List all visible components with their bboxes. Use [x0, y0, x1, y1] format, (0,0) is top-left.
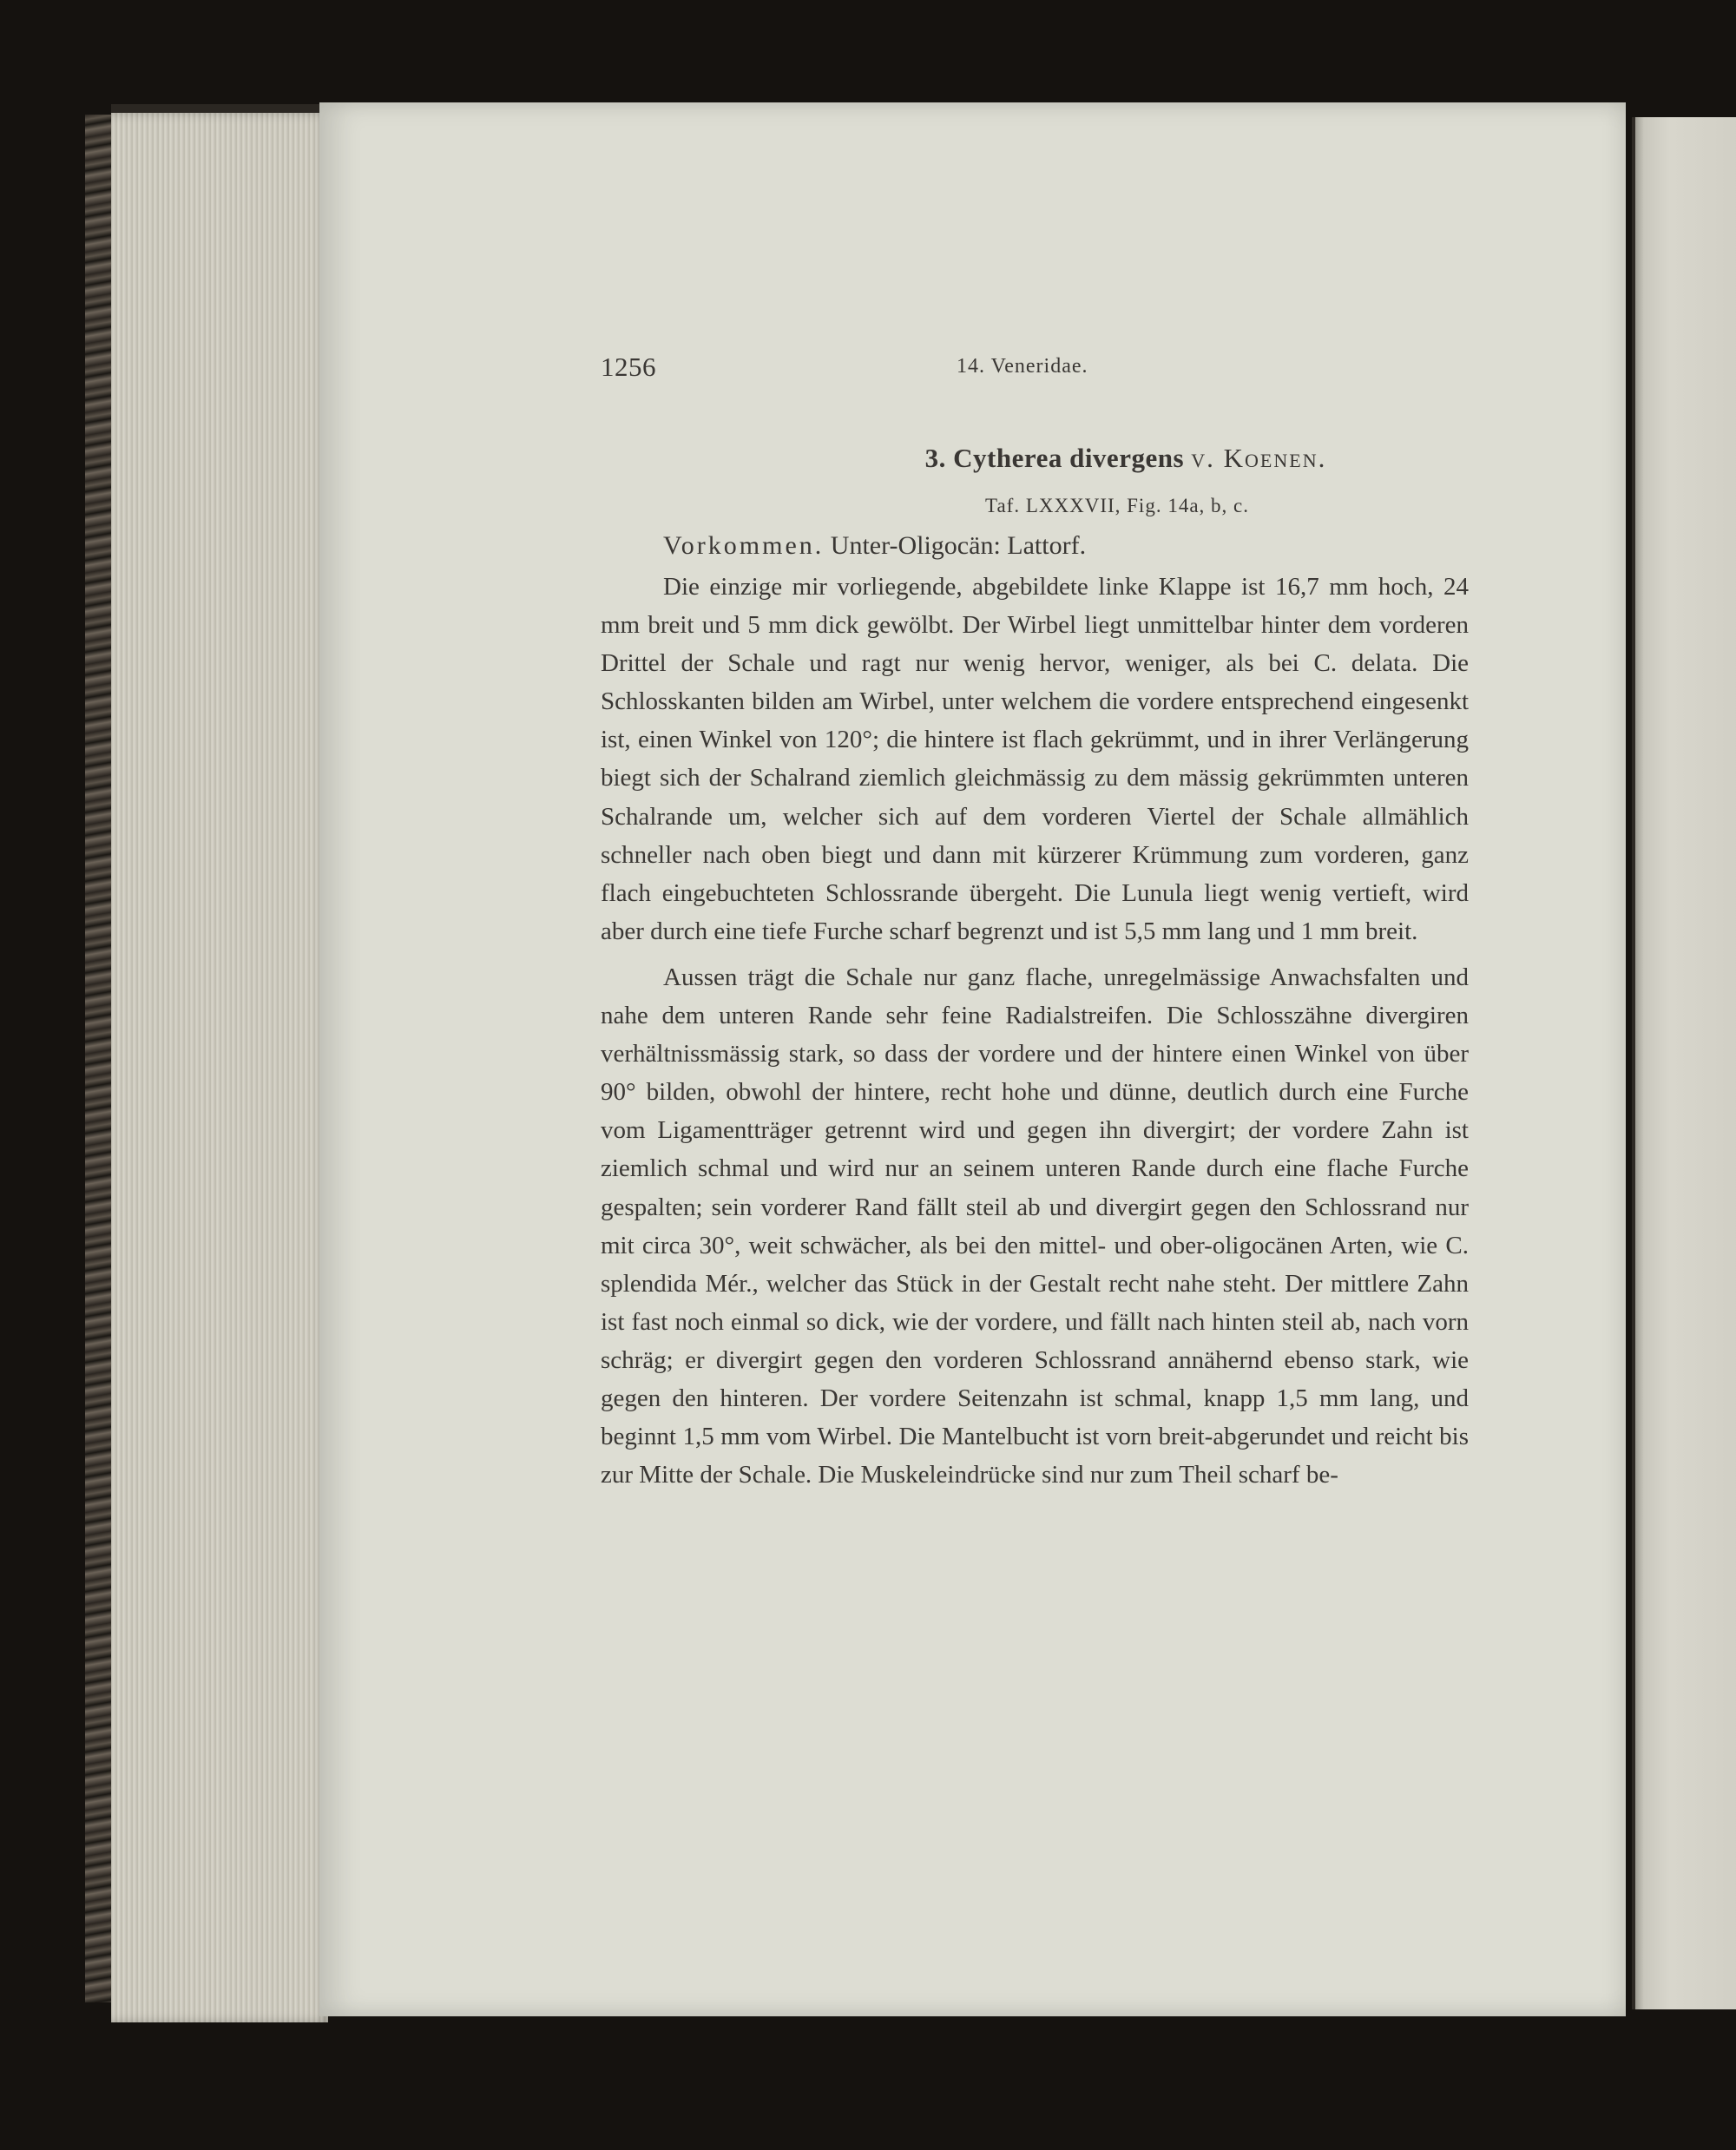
description-paragraph: Die einzige mir vorliegende, abgebildete linke Klappe ist 16,7 mm hoch, 24 mm breit und 5 mm dick gewölbt. Der Wirbel liegt unmittelbar hinter dem vorderen Drittel der Schale und ragt nur wenig hervor, weniger, als bei C. delata. Die Schlosskanten bilden am Wirbel, unter welchem die vordere entsprechend eingesenkt ist, einen Winkel von 120°; die hintere ist flach gekrümmt, und in ihrer Verlängerung biegt sich der Schalrand ziemlich gleichmässig zu dem mässig gekrümmten unteren Schalrande um, welcher sich auf dem vorderen Viertel der Schale allmählich schneller nach oben biegt und dann mit kürzerer Krümmung zum vorderen, ganz flach eingebuchteten Schlossrande übergeht. Die Lunula liegt wenig vertieft, wird aber durch eine tiefe Furche scharf begrenzt und ist 5,5 mm lang und 1 mm breit. — [601, 573, 1469, 945]
species-heading — [601, 443, 1469, 474]
occurrence-line — [601, 531, 1469, 561]
species-author: v. Koenen. — [1191, 443, 1327, 473]
occurrence-value: Unter-Oligocän: Lattorf. — [830, 531, 1087, 560]
species-name: 3. Cytherea divergens — [924, 443, 1185, 473]
page-number: 1256 — [601, 352, 656, 382]
running-title: 14. Veneridae. — [957, 355, 1088, 378]
page-stack-edge — [111, 104, 328, 2022]
running-head — [601, 352, 1469, 395]
page-content — [601, 352, 1469, 1494]
description-paragraph: Aussen trägt die Schale nur ganz flache, unregelmässige Anwachsfalten und nahe dem unteren Rande sehr feine Radialstreifen. Die Schlosszähne divergiren verhältnissmässig stark, so dass der vordere und der hintere einen Winkel von über 90° bilden, obwohl der hintere, recht hohe und dünne, deutlich durch eine Furche vom Ligamentträger getrennt wird und gegen ihn divergirt; der vordere Zahn ist ziemlich schmal und wird nur an seinem unteren Rande durch eine flache Furche gespalten; sein vorderer Rand fällt steil ab und divergirt gegen den Schlossrand nur mit circa 30°, weit schwächer, als bei den mittel- und ober-oligocänen Arten, wie C. splendida Mér., welcher das Stück in der Gestalt recht nahe steht. Der mittlere Zahn ist fast noch einmal so dick, wie der vordere, und fällt nach hinten steil ab, nach vorn schräg; er divergirt gegen den vorderen Schlossrand annähernd ebenso stark, wie gegen den hinteren. Der vordere Seitenzahn ist schmal, knapp 1,5 mm lang, und beginnt 1,5 mm vom Wirbel. Die Mantelbucht ist vorn breit-abgerundet und reicht bis zur Mitte der Schale. Die Muskeleindrücke sind nur zum Theil scharf be- — [601, 963, 1469, 1489]
plate-reference: Taf. LXXXVII, Fig. 14a, b, c. — [985, 495, 1249, 516]
facing-page-edge — [1632, 117, 1736, 2009]
occurrence-label: Vorkommen. — [663, 531, 825, 560]
